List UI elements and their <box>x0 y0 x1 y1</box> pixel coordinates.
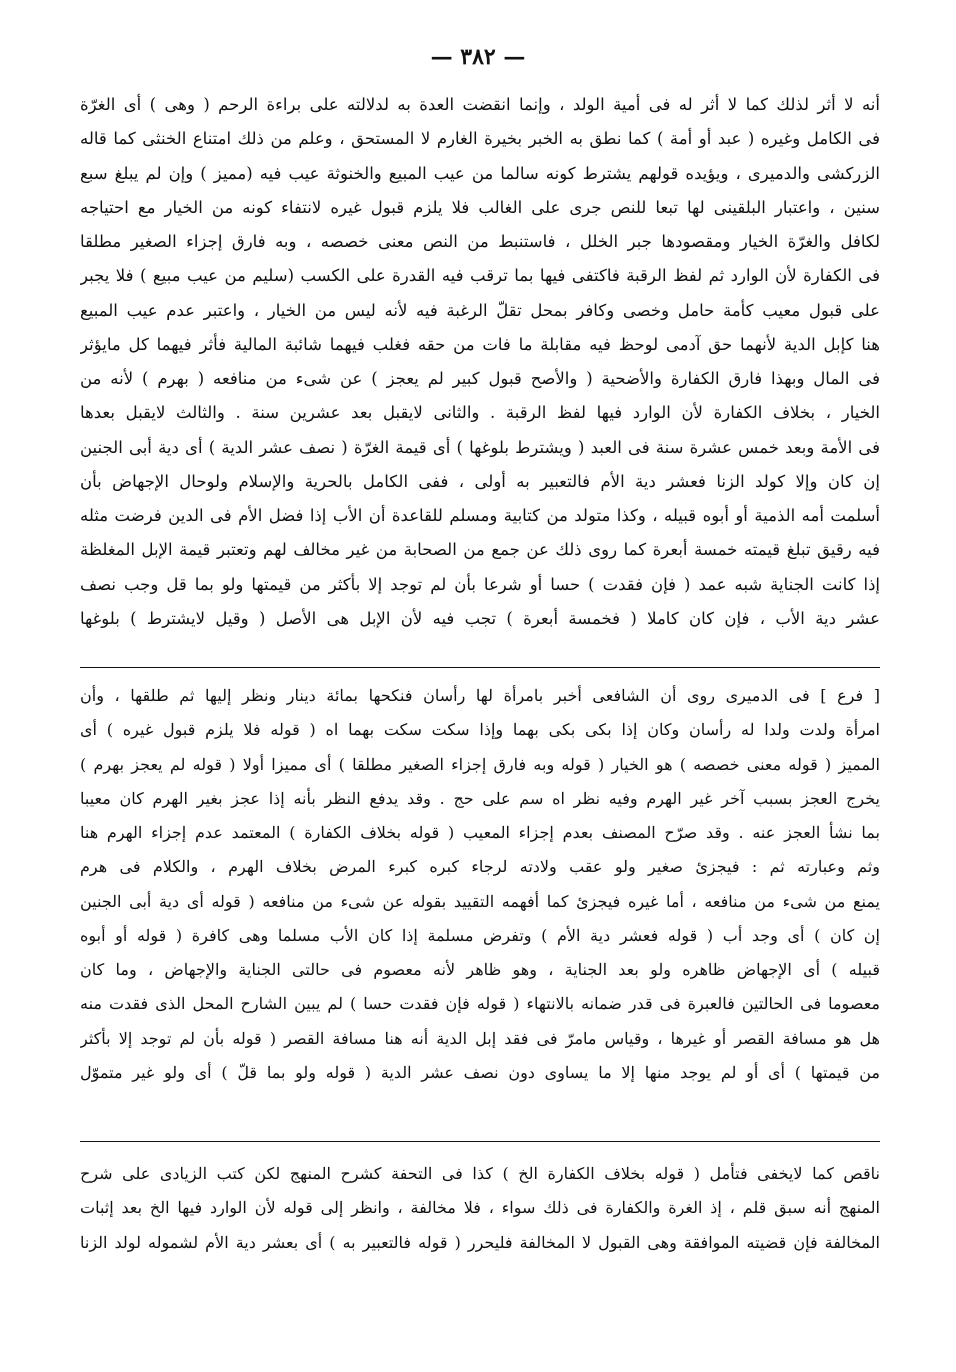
commentary-line: من قيمتها ) أى أو لم يوجد منها إلا ما يساوى دون نصف عشر الدية ( قوله ولو بما قلّ ) أى ولو غير متموّل <box>80 1062 880 1082</box>
gloss-line: ناقص كما لايخفى فتأمل ( قوله بخلاف الكفارة الخ ) كذا فى التحفة كشرح المنهج لكن كتب الزيادى على شرح <box>80 1164 880 1183</box>
main-text-line: فى الأمة وبعد خمس عشرة سنة فى العبد ( ويشترط بلوغها ) أى قيمة الغرّة ( نصف عشر الدية ) أى دية أبى الجنين <box>80 437 880 457</box>
main-text-line: أنه لا أثر لذلك كما لا أثر له فى أمية الولد ، وإنما انقضت العدة به لدلالته على براءة الرحم ( وهى ) أى الغرّة <box>80 95 880 114</box>
divider-rule <box>80 1141 880 1142</box>
commentary-line: المميز ( قوله معنى خصصه ) هو الخيار ( قوله وبه فارق إجزاء الصغير مطلقا ) أى مميزا أولا ( قوله لم يعجز بهرم ) <box>80 754 880 774</box>
main-text-block <box>80 88 880 636</box>
divider-rule <box>80 667 880 668</box>
main-text-line: الخيار ، بخلاف الكفارة لأن الوارد فيها لفظ الرقبة . والثانى لايقبل بعد عشرين سنة . والثالث لايقبل بعدها <box>80 403 880 423</box>
main-text-line: فى المال وبهذا فارق الكفارة والأضحية ( والأصح قبول كبير لم يعجز ) عن شىء من منافعه ( بهرم ) لأنه من <box>80 369 880 388</box>
main-text-line: لكافل والغرّة الخيار ومقصودها جبر الخلل ، فاستنبط من النص معنى خصصه ، وبه فارق إجزاء الصغير مطلقا <box>80 232 880 251</box>
commentary-line: معصوما فى الحالتين فالعبرة فى قدر ضمانه بالانتهاء ( قوله فإن فقدت حسا ) لم يبين الشارح المحل الذى فقدت منه <box>80 994 880 1014</box>
main-text-line: على قبول معيب كأمة حامل وخصى وكافر بمحل تقلّ الرغبة فيه لأنه ليس من الخيار ، واعتبر عدم عيب المبيع <box>80 300 880 320</box>
main-text-line: أسلمت أمه الذمية أو أبوه قبيله ، وكذا متولد من كتابية ومسلم للقاعدة أن الأب إذا فضل الأم فى الدين فرضت مثله <box>80 506 880 525</box>
commentary-block <box>80 679 880 1090</box>
main-text-line: فيه رقيق تبلغ قيمته خمسة أبعرة كما روى ذلك عن جمع من الصحابة من غير مخالف لهم وتعتبر قيمة الإبل المغلظة <box>80 540 880 560</box>
main-text-line: فى الكفارة لأن الوارد ثم لفظ الرقبة فاكتفى فيها بما ترقب فيه القدرة على الكسب (سليم من عيب مبيع ) فلا يجبر <box>80 266 880 286</box>
commentary-line: هل هو مسافة القصر أو غيرها ، وقياس مامرّ فى فقد إبل الدية أنه هنا مسافة القصر ( قوله بأن لم توجد إلا بأكثر <box>80 1028 880 1048</box>
main-text-line: إذا كانت الجناية شبه عمد ( فإن فقدت ) حسا أو شرعا بأن لم توجد إلا بأكثر من قيمتها ولو بما قل وجب نصف <box>80 574 880 594</box>
main-text-line: عشر دية الأب ، فإن كان كاملا ( فخمسة أبعرة ) تجب فيه لأن الإبل هى الأصل ( وقيل لايشترط ) بلوغها <box>80 608 880 628</box>
main-text-line: سنين ، واعتبار البلقينى لها تبعا للنص جرى على الغالب فلا يلزم قبول غيره لانتفاء كونه من الخيار مع احتياجه <box>80 197 880 217</box>
gloss-line: المنهج أنه سبق قلم ، إذ الغرة والكفارة فى ذلك سواء ، فلا مخالفة ، وانظر إلى قوله لأن الوارد فيها الخ بعد إثبات <box>80 1198 880 1218</box>
main-text-line: إن كان وإلا كولد الزنا فعشر دية الأم فالتعبير به أولى ، ففى الكامل بالحرية والإسلام ولوحال الإجهاض بأن <box>80 471 880 491</box>
main-text-line: فى الكامل وغيره ( عبد أو أمة ) كما نطق به الخبر بخيرة الغارم لا المستحق ، وعلم من ذلك امتناع الخنثى كما قاله <box>80 129 880 149</box>
main-text-line: الزركشى والدميرى ، ويؤيده قولهم يشترط كونه سالما من عيب المبيع والخنوثة عيب فيه (مميز ) وإن لم يبلغ سبع <box>80 163 880 183</box>
commentary-line: بما نشأ العجز عنه . وقد صرّح المصنف بعدم إجزاء المعيب ( قوله بخلاف الكفارة ) المعتمد عدم إجزاء الهرم هنا <box>80 823 880 842</box>
commentary-line: وثم وعبارته ثم : فيجزئ صغير ولو عقب ولادته لرجاء كبره كبرء المرض بخلاف الهرم ، والكلام فى هرم <box>80 857 880 877</box>
commentary-line: يمنع من شىء من منافعه ، أما غيره فيجزئ كما أفهمه التقييد بقوله عن شىء من منافعه ( قوله أى دية أبى الجنين <box>80 891 880 911</box>
commentary-line: يخرج العجز بسبب آخر غير الهرم وفيه نظر اه سم على حج . وقد يدفع النظر بأنه إذا عجز بغير الهرم كان معيبا <box>80 788 880 808</box>
gloss-line: المخالفة فإن قضيته الموافقة وهى القبول لا المخالفة فليحرر ( قوله فالتعبير به ) أى بعشر دية الأم لشموله لولد الزنا <box>80 1232 880 1252</box>
commentary-line: إن كان ) أى وجد أب ( قوله فعشر دية الأم ) وتفرض مسلمة إذا كان الأب مسلما وهى كافرة ( قوله أو أبوه <box>80 925 880 945</box>
page-number: — ٣٨٢ — <box>430 44 526 70</box>
commentary-line: [ فرع ] فى الدميرى روى أن الشافعى أخبر بامرأة لها رأسان فنكحها بمائة دينار ونظر إليها ثم طلقها ، وأن <box>80 686 880 705</box>
commentary-line: قبيله ) أى الإجهاض ظاهره ولو بعد الجناية ، وهو ظاهر لأنه معصوم فى حالتى الجناية والإجهاض ، وما كان <box>80 960 880 979</box>
gloss-block <box>80 1157 880 1260</box>
main-text-line: هنا كإبل الدية لأنهما حق آدمى لوحظ فيه مقابلة ما فات من حقه فغلب فيهما شائبة المالية فأثر فيهما كل مايؤثر <box>80 334 880 354</box>
commentary-line: امرأة ولدت ولدا له رأسان وكان إذا بكى بكى بهما وإذا سكت سكت بهما اه ( قوله فلا يلزم قبول غيره ) أى <box>80 720 880 740</box>
